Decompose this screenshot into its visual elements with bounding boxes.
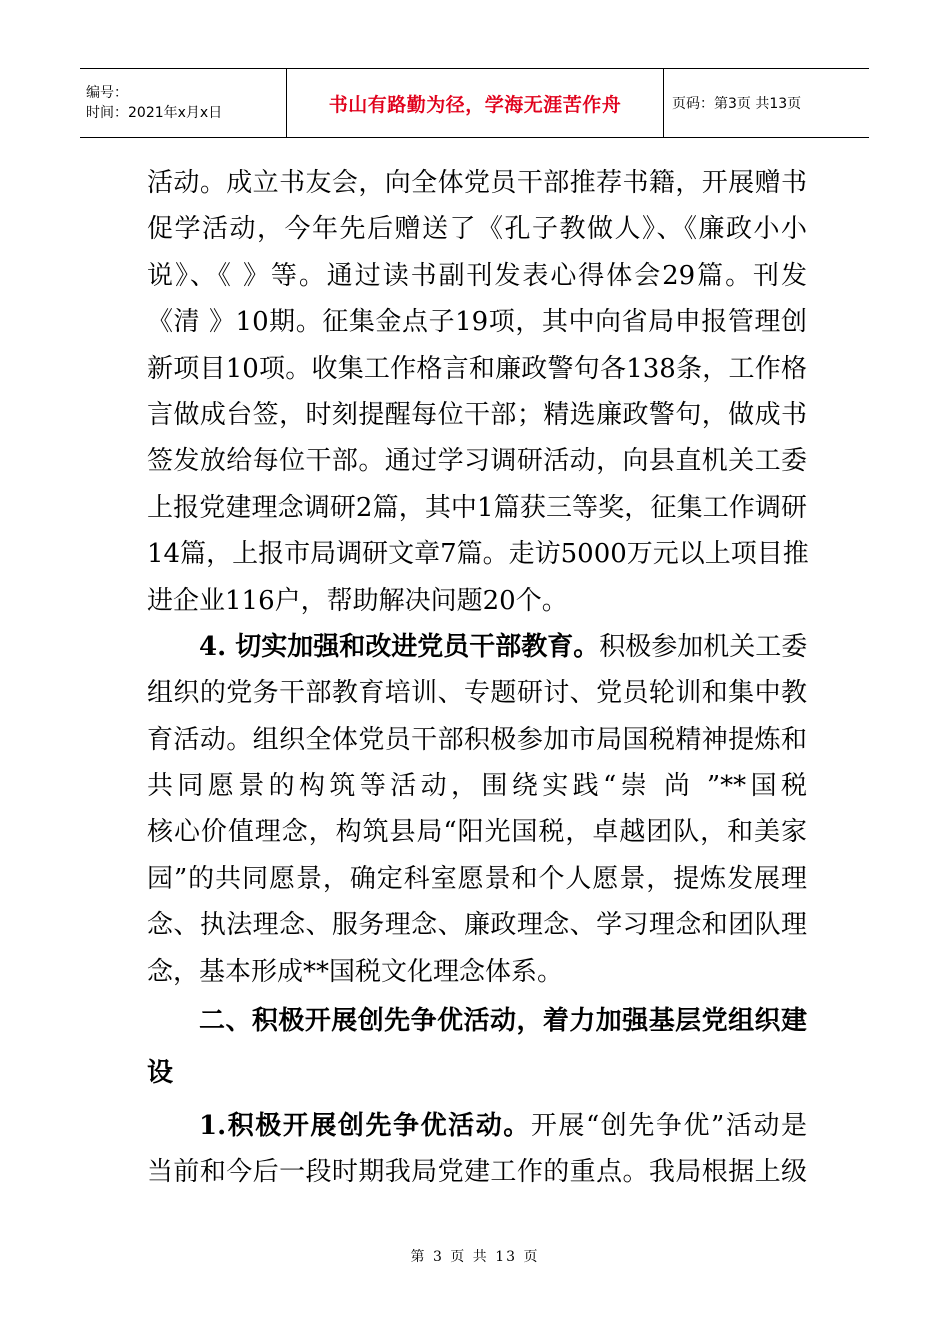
subsection-heading: 1.积极开展创先争优活动。	[199, 1111, 531, 1142]
header-motto: 书山有路勤为径，学海无涯苦作舟	[328, 93, 622, 116]
paragraph-2	[147, 624, 807, 995]
paragraph-line: 促学活动，今年先后赠送了《孔子教做人》、《廉政小小	[147, 214, 807, 245]
header-page-label: 页码：第3页 共13页	[672, 96, 802, 112]
paragraph-line: 组织的党务干部教育培训、专题研讨、党员轮训和集中教	[147, 678, 807, 709]
paragraph-3	[147, 1103, 807, 1196]
header-motto-cell	[287, 69, 664, 137]
paragraph-first-line	[147, 624, 807, 670]
paragraph-line: 当前和今后一段时期我局党建工作的重点。我局根据上级	[147, 1157, 807, 1188]
paragraph-text: 开展“创先争优”活动是	[530, 1111, 807, 1142]
paragraph-line: 活动。成立书友会，向全体党员干部推荐书籍，开展赠书	[147, 168, 807, 198]
section-heading	[147, 995, 807, 1099]
paragraph-first-line	[147, 1103, 807, 1149]
document-time-label: 时间：2021年x月x日	[86, 105, 223, 121]
document-number-label: 编号：	[86, 85, 128, 101]
paragraph-line: 上报党建理念调研2篇，其中1篇获三等奖，征集工作调研	[147, 492, 807, 523]
paragraph-line: 育活动。组织全体党员干部积极参加市局国税精神提炼和	[147, 724, 807, 755]
paragraph-line: 共同愿景的构筑等活动，围绕实践“崇 尚 ”**国税	[147, 771, 807, 802]
paragraph-line: 签发放给每位干部。通过学习调研活动，向县直机关工委	[147, 446, 807, 477]
paragraph-line: 园”的共同愿景，确定科室愿景和个人愿景，提炼发展理	[147, 863, 807, 894]
page-header	[80, 68, 869, 138]
paragraph-line: 新项目10项。收集工作格言和廉政警句各138条，工作格	[147, 353, 807, 384]
subsection-heading: 4. 切实加强和改进党员干部教育。	[199, 631, 600, 662]
section-heading-line: 设	[147, 1058, 174, 1089]
paragraph-line: 念、执法理念、服务理念、廉政理念、学习理念和团队理	[147, 910, 807, 941]
page-footer: 第 3 页 共 13 页	[410, 1249, 540, 1265]
paragraph-line: 念，基本形成**国税文化理念体系。	[147, 956, 564, 987]
header-meta	[80, 69, 287, 137]
paragraph-line: 核心价值理念，构筑县局“阳光国税，卓越团队，和美家	[147, 817, 807, 848]
document-body	[147, 160, 807, 1196]
paragraph-line: 言做成台签，时刻提醒每位干部；精选廉政警句，做成书	[147, 399, 807, 430]
paragraph-line: 说》、《 》等。通过读书副刊发表心得体会29篇。刊发	[147, 260, 807, 291]
header-page-cell	[664, 69, 801, 137]
paragraph-line: 《清 》10期。征集金点子19项，其中向省局申报管理创	[147, 307, 807, 338]
paragraph-text: 积极参加机关工委	[599, 631, 808, 662]
section-heading-line: 二、积极开展创先争优活动，着力加强基层党组织建	[199, 1006, 807, 1037]
paragraph-line: 14篇，上报市局调研文章7篇。走访5000万元以上项目推	[147, 539, 809, 570]
paragraph-1	[147, 160, 807, 624]
paragraph-line: 进企业116户，帮助解决问题20个。	[147, 585, 568, 616]
